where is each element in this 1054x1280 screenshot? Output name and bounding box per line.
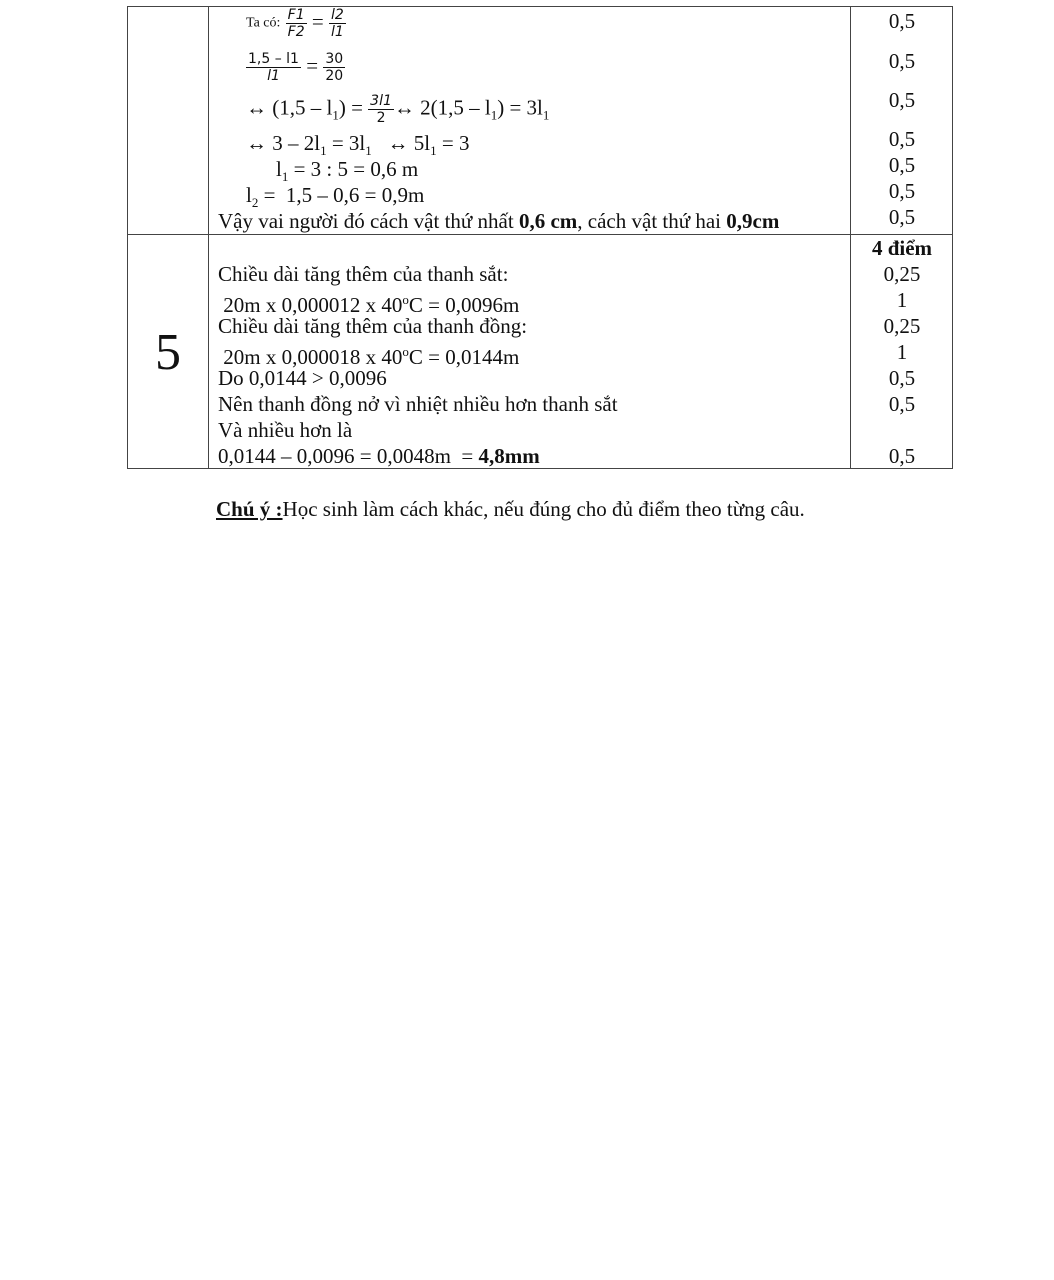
numerator: 1,5 – l1 bbox=[248, 51, 299, 67]
denominator: l1 bbox=[330, 24, 344, 40]
row-divider bbox=[128, 234, 952, 235]
bold-value: 4,8mm bbox=[478, 444, 540, 468]
subscript: 1 bbox=[332, 107, 339, 123]
q5-line-3: Chiều dài tăng thêm của thanh đồng: bbox=[218, 314, 528, 338]
fraction-3l1-2 bbox=[368, 93, 394, 126]
text: 0,0144 – 0,0096 = 0,0048m = bbox=[218, 444, 479, 468]
score: 0,5 bbox=[888, 179, 916, 203]
text: ↔ (1,5 – l bbox=[246, 95, 333, 120]
numerator: 30 bbox=[325, 51, 344, 67]
subscript: 1 bbox=[281, 169, 289, 185]
question-number: 5 bbox=[155, 324, 181, 381]
superscript: o bbox=[402, 292, 409, 307]
denominator: 2 bbox=[376, 110, 386, 126]
bold-value: 0,6 cm bbox=[518, 209, 578, 233]
score: 0,5 bbox=[888, 49, 916, 73]
subscript: 1 bbox=[320, 143, 327, 159]
text: = 3l bbox=[326, 131, 366, 155]
score: 0,25 bbox=[883, 314, 921, 338]
superscript: o bbox=[402, 344, 409, 359]
footnote bbox=[216, 496, 805, 522]
fraction-f1-f2 bbox=[286, 7, 307, 40]
denominator: F2 bbox=[287, 24, 305, 40]
total-points: 4 điểm bbox=[871, 236, 933, 260]
q4-ta-co: Ta có: bbox=[246, 15, 281, 31]
q5-line-1: Chiều dài tăng thêm của thanh sắt: bbox=[218, 262, 509, 286]
q5-line-7: Và nhiều hơn là bbox=[218, 418, 353, 442]
score: 0,5 bbox=[888, 205, 916, 229]
text: C = 0,0144m bbox=[408, 345, 520, 369]
score: 0,5 bbox=[888, 444, 916, 468]
text: Vậy vai người đó cách vật thứ nhất bbox=[218, 209, 519, 233]
score: 0,5 bbox=[888, 127, 916, 151]
q5-line-2 bbox=[218, 288, 519, 317]
q4-conclusion bbox=[218, 209, 779, 233]
numerator: l2 bbox=[330, 7, 344, 23]
q5-line-4 bbox=[218, 340, 519, 369]
text: , cách vật thứ hai bbox=[577, 209, 727, 233]
text: ) = bbox=[338, 95, 369, 120]
equals: = bbox=[306, 53, 319, 78]
subscript: 1 bbox=[542, 107, 550, 123]
score: 1 bbox=[896, 288, 908, 312]
bold-value: 0,9cm bbox=[726, 209, 780, 233]
denominator: 20 bbox=[325, 68, 344, 84]
score: 0,25 bbox=[883, 262, 921, 286]
fraction-right bbox=[323, 51, 345, 84]
q4-line-3 bbox=[246, 93, 549, 128]
score: 1 bbox=[896, 340, 908, 364]
column-divider bbox=[208, 7, 209, 468]
q5-line-8 bbox=[218, 444, 540, 468]
text: 20m x 0,000012 x 40 bbox=[218, 293, 403, 317]
text: ) = 3l bbox=[497, 95, 543, 120]
score: 0,5 bbox=[888, 153, 916, 177]
text: C = 0,0096m bbox=[408, 293, 520, 317]
numerator: 3l1 bbox=[370, 93, 392, 109]
subscript: 1 bbox=[490, 107, 498, 123]
subscript: 1 bbox=[430, 143, 437, 159]
q4-line-1 bbox=[246, 7, 346, 40]
text: 20m x 0,000018 x 40 bbox=[218, 345, 403, 369]
text: l bbox=[246, 183, 252, 207]
q4-line-2 bbox=[246, 51, 345, 84]
text: = 3 : 5 = 0,6 m bbox=[288, 157, 419, 181]
fraction-left bbox=[246, 51, 301, 84]
text: ↔ 2(1,5 – l bbox=[393, 95, 491, 120]
text: = 1,5 – 0,6 = 0,9m bbox=[258, 183, 425, 207]
text: l bbox=[276, 157, 282, 181]
denominator: l1 bbox=[267, 68, 280, 84]
subscript: 2 bbox=[251, 195, 259, 211]
answer-table bbox=[127, 6, 953, 469]
text: = 3 bbox=[436, 131, 470, 155]
score: 0,5 bbox=[888, 9, 916, 33]
text: ↔ 3 – 2l bbox=[246, 131, 321, 155]
equals: = bbox=[311, 9, 324, 34]
footnote-text: Học sinh làm cách khác, nếu đúng cho đủ điểm theo từng câu. bbox=[282, 497, 805, 521]
score: 0,5 bbox=[888, 88, 916, 112]
footnote-label: Chú ý : bbox=[216, 497, 283, 521]
q5-line-5: Do 0,0144 > 0,0096 bbox=[218, 366, 387, 390]
subscript: 1 bbox=[365, 143, 372, 159]
q5-line-6: Nên thanh đồng nở vì nhiệt nhiều hơn thanh sắt bbox=[218, 392, 618, 416]
score: 0,5 bbox=[888, 392, 916, 416]
text: ↔ 5l bbox=[371, 131, 431, 155]
numerator: F1 bbox=[287, 7, 305, 23]
score: 0,5 bbox=[888, 366, 916, 390]
fraction-l2-l1 bbox=[329, 7, 346, 40]
